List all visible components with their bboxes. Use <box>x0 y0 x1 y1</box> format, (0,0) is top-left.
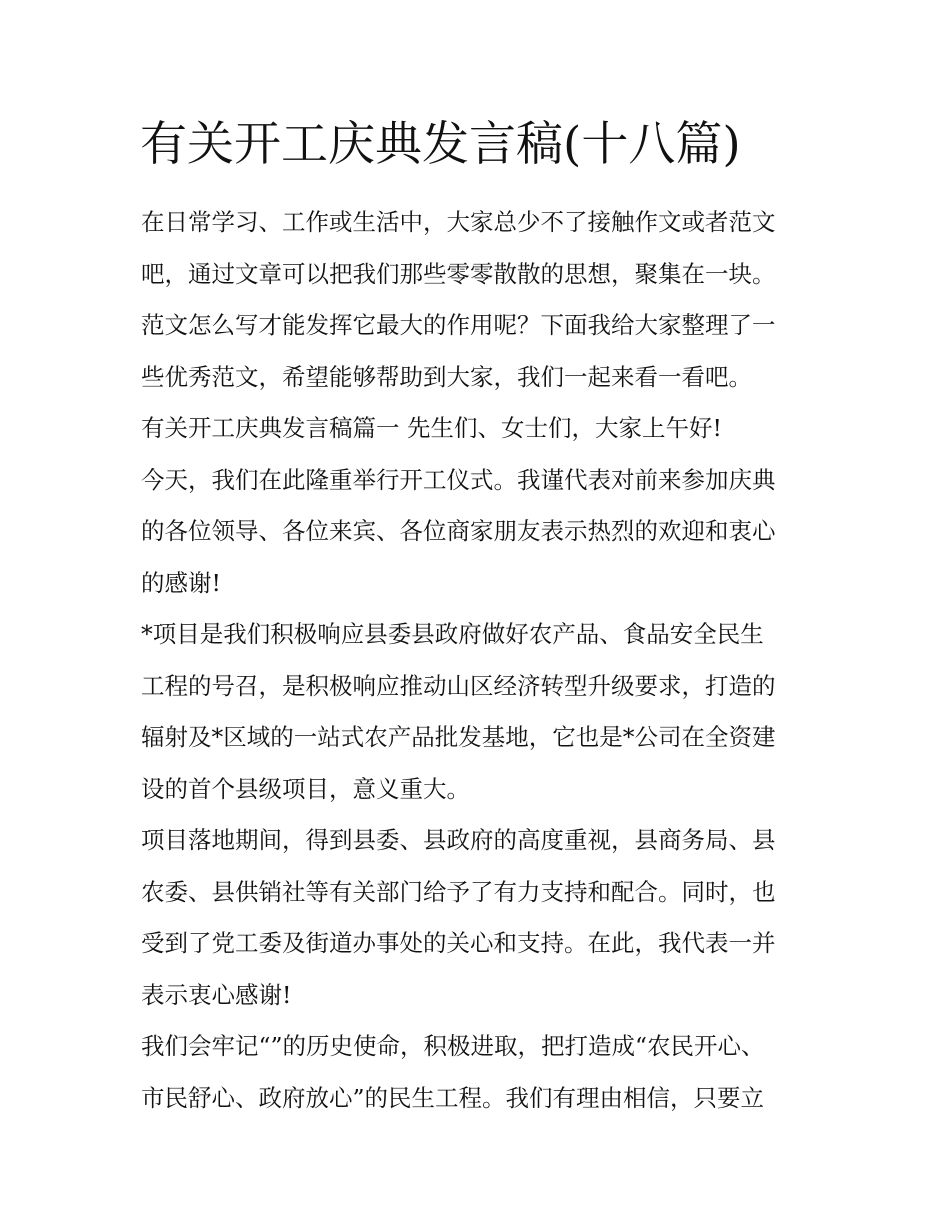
text-line: 的各位领导、各位来宾、各位商家朋友表示热烈的欢迎和衷心 <box>141 517 776 545</box>
text-line: 在日常学习、工作或生活中，大家总少不了接触作文或者范文 <box>141 208 776 236</box>
text-line: 工程的号召，是积极响应推动山区经济转型升级要求，打造的 <box>141 671 776 700</box>
text-line: 项目落地期间，得到县委、县政府的高度重视，县商务局、县 <box>141 826 776 854</box>
text-line: 吧，通过文章可以把我们那些零零散散的思想，聚集在一块。 <box>141 259 776 288</box>
text-line: 我们会牢记“”的历史使命，积极进取，把打造成“农民开心、 <box>141 1032 765 1060</box>
text-line: 今天，我们在此隆重举行开工仪式。我谨代表对前来参加庆典 <box>141 465 776 494</box>
text-line: 些优秀范文，希望能够帮助到大家，我们一起来看一看吧。 <box>141 362 752 391</box>
text-line: *项目是我们积极响应县委县政府做好农产品、食品安全民生 <box>141 620 764 648</box>
text-line: 的感谢! <box>141 568 221 597</box>
text-line: 受到了党工委及街道办事处的关心和支持。在此，我代表一并 <box>141 929 776 957</box>
document-body <box>141 197 821 1124</box>
document-title: 有关开工庆典发言稿(十八篇) <box>140 117 741 172</box>
text-line: 辐射及*区域的一站式农产品批发基地，它也是*公司在全资建 <box>141 723 776 751</box>
text-line: 市民舒心、政府放心”的民生工程。我们有理由相信，只要立 <box>141 1083 765 1112</box>
text-line: 设的首个县级项目，意义重大。 <box>141 774 470 803</box>
text-line: 表示衷心感谢! <box>141 980 292 1009</box>
text-line: 范文怎么写才能发挥它最大的作用呢？下面我给大家整理了一 <box>141 311 776 339</box>
section-heading-line: 有关开工庆典发言稿篇一 先生们、女士们，大家上午好! <box>141 414 722 442</box>
text-line: 农委、县供销社等有关部门给予了有力支持和配合。同时，也 <box>141 877 776 906</box>
